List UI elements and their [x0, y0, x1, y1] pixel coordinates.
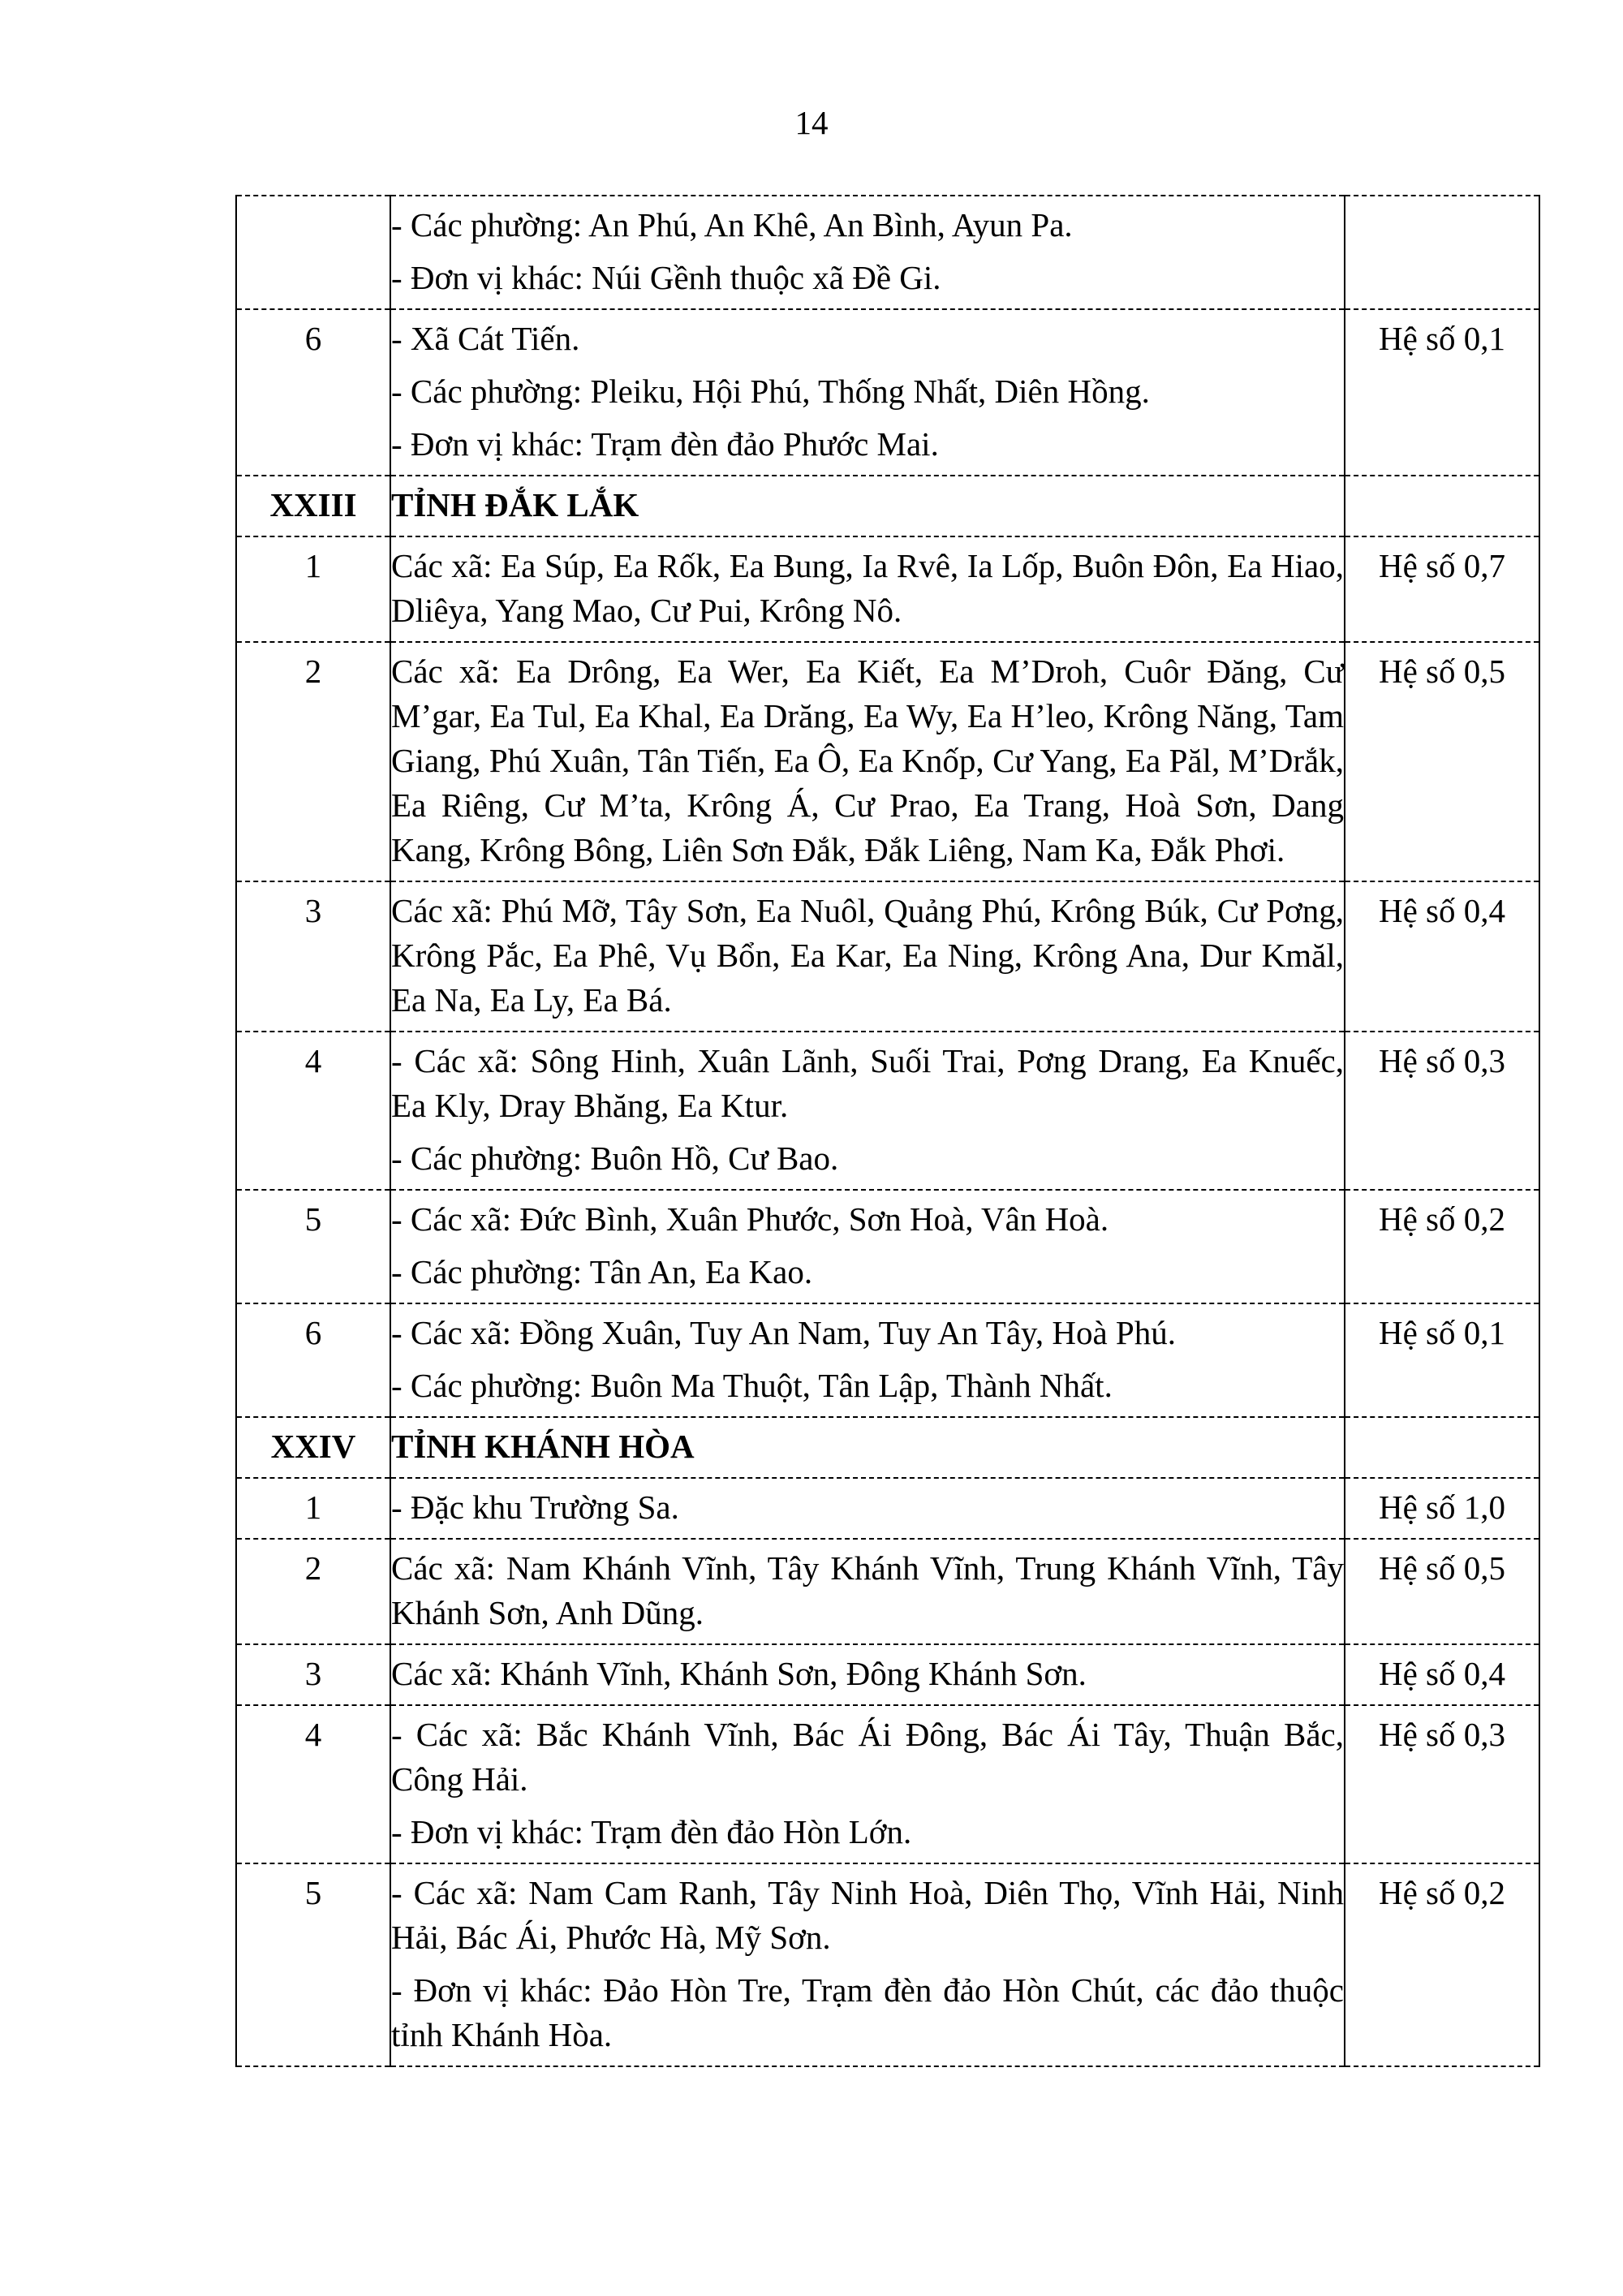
unit-list-cell — [390, 1190, 1345, 1303]
coefficient-cell: Hệ số 0,5 — [1345, 642, 1539, 881]
unit-list-line: Các xã: Phú Mỡ, Tây Sơn, Ea Nuôl, Quảng Phú, Krông Búk, Cư Pơng, Krông Pắc, Ea Phê, Vụ Bổn, Ea Kar, Ea Ning, Krông Ana, Dur Kmăl, Ea Na, Ea Ly, Ea Bá. — [391, 892, 1344, 1019]
table-row — [236, 1863, 1539, 2066]
coefficient-cell: Hệ số 0,7 — [1345, 536, 1539, 642]
unit-list-cell — [390, 642, 1345, 881]
row-number-cell: XXIII — [236, 476, 390, 536]
row-number-cell: 6 — [236, 309, 390, 476]
row-number-cell: 4 — [236, 1705, 390, 1863]
table-row — [236, 881, 1539, 1032]
row-number-cell: 2 — [236, 1539, 390, 1644]
coefficient-cell: Hệ số 0,3 — [1345, 1032, 1539, 1190]
coefficient-cell: Hệ số 0,5 — [1345, 1539, 1539, 1644]
unit-list-cell — [390, 1303, 1345, 1417]
row-number-cell: 6 — [236, 1303, 390, 1417]
unit-list-line: - Đơn vị khác: Núi Gềnh thuộc xã Đề Gi. — [391, 259, 941, 296]
unit-list-line: - Các xã: Sông Hinh, Xuân Lãnh, Suối Trai, Pơng Drang, Ea Knuếc, Ea Kly, Dray Bhăng, Ea Ktur. — [391, 1042, 1344, 1124]
section-row — [236, 476, 1539, 536]
unit-list-cell — [390, 1863, 1345, 2066]
table-row — [236, 309, 1539, 476]
unit-list-line: - Các xã: Đồng Xuân, Tuy An Nam, Tuy An Tây, Hoà Phú. — [391, 1314, 1176, 1351]
coefficient-cell: Hệ số 0,2 — [1345, 1863, 1539, 2066]
unit-list-line: Các xã: Khánh Vĩnh, Khánh Sơn, Đông Khánh Sơn. — [391, 1655, 1087, 1692]
province-title-cell: TỈNH ĐẮK LẮK — [390, 476, 1345, 536]
unit-list-line: - Đặc khu Trường Sa. — [391, 1488, 679, 1526]
unit-list-line: - Các xã: Bắc Khánh Vĩnh, Bác Ái Đông, Bác Ái Tây, Thuận Bắc, Công Hải. — [391, 1716, 1344, 1798]
coefficient-cell: Hệ số 0,4 — [1345, 881, 1539, 1032]
table-row — [236, 1705, 1539, 1863]
province-title-cell: TỈNH KHÁNH HÒA — [390, 1417, 1345, 1478]
unit-list-cell — [390, 1705, 1345, 1863]
unit-list-line: - Đơn vị khác: Đảo Hòn Tre, Trạm đèn đảo Hòn Chút, các đảo thuộc tỉnh Khánh Hòa. — [391, 1971, 1344, 2053]
table-row — [236, 1539, 1539, 1644]
unit-list-cell — [390, 196, 1345, 309]
coefficient-cell: Hệ số 0,3 — [1345, 1705, 1539, 1863]
table-row — [236, 536, 1539, 642]
unit-list-cell — [390, 1032, 1345, 1190]
row-number-cell: 5 — [236, 1190, 390, 1303]
coefficient-cell — [1345, 476, 1539, 536]
table-row — [236, 1190, 1539, 1303]
coefficient-table — [235, 195, 1540, 2067]
row-number-cell: XXIV — [236, 1417, 390, 1478]
unit-list-line: Các xã: Ea Súp, Ea Rốk, Ea Bung, Ia Rvê, Ia Lốp, Buôn Đôn, Ea Hiao, Dliêya, Yang Mao, Cư Pui, Krông Nô. — [391, 547, 1344, 629]
table-row — [236, 642, 1539, 881]
unit-list-line: - Các xã: Đức Bình, Xuân Phước, Sơn Hoà, Vân Hoà. — [391, 1200, 1109, 1238]
table-row — [236, 1032, 1539, 1190]
page-number: 14 — [794, 104, 829, 141]
coefficient-cell: Hệ số 0,1 — [1345, 309, 1539, 476]
coefficient-cell: Hệ số 0,4 — [1345, 1644, 1539, 1705]
unit-list-line: - Các phường: Buôn Hồ, Cư Bao. — [391, 1139, 839, 1177]
coefficient-cell: Hệ số 0,2 — [1345, 1190, 1539, 1303]
unit-list-cell — [390, 1539, 1345, 1644]
unit-list-line: - Các phường: Tân An, Ea Kao. — [391, 1253, 813, 1290]
coefficient-cell: Hệ số 0,1 — [1345, 1303, 1539, 1417]
coefficient-cell: Hệ số 1,0 — [1345, 1478, 1539, 1539]
row-number-cell: 3 — [236, 1644, 390, 1705]
unit-list-line: Các xã: Ea Drông, Ea Wer, Ea Kiết, Ea M’Droh, Cuôr Đăng, Cư M’gar, Ea Tul, Ea Khal, Ea Drăng, Ea Wy, Ea H’leo, Krông Năng, Tam Giang, Phú Xuân, Tân Tiến, Ea Ô, Ea Knốp, Cư Yang, Ea Păl, M’Drắk, Ea Riêng, Cư M’ta, Krông Á, Cư Prao, Ea Trang, Hoà Sơn, Dang Kang, Krông Bông, Liên Sơn Đắk, Đắk Liêng, Nam Ka, Đắk Phơi. — [391, 653, 1344, 868]
coefficient-cell — [1345, 1417, 1539, 1478]
row-number-cell: 4 — [236, 1032, 390, 1190]
table-row — [236, 1644, 1539, 1705]
unit-list-cell — [390, 536, 1345, 642]
row-number-cell: 2 — [236, 642, 390, 881]
unit-list-cell — [390, 309, 1345, 476]
unit-list-line: - Đơn vị khác: Trạm đèn đảo Phước Mai. — [391, 425, 939, 463]
unit-list-line: - Xã Cát Tiến. — [391, 320, 580, 357]
unit-list-line: Các xã: Nam Khánh Vĩnh, Tây Khánh Vĩnh, Trung Khánh Vĩnh, Tây Khánh Sơn, Anh Dũng. — [391, 1549, 1344, 1631]
unit-list-line: - Các phường: Pleiku, Hội Phú, Thống Nhất, Diên Hồng. — [391, 373, 1150, 410]
unit-list-line: - Đơn vị khác: Trạm đèn đảo Hòn Lớn. — [391, 1813, 912, 1850]
unit-list-line: - Các xã: Nam Cam Ranh, Tây Ninh Hoà, Diên Thọ, Vĩnh Hải, Ninh Hải, Bác Ái, Phước Hà, Mỹ Sơn. — [391, 1874, 1344, 1956]
table-row — [236, 1303, 1539, 1417]
table-row — [236, 1478, 1539, 1539]
row-number-cell: 1 — [236, 1478, 390, 1539]
unit-list-cell — [390, 1644, 1345, 1705]
unit-list-line: - Các phường: Buôn Ma Thuột, Tân Lập, Thành Nhất. — [391, 1367, 1113, 1404]
table-row — [236, 196, 1539, 309]
row-number-cell: 3 — [236, 881, 390, 1032]
table-body — [236, 196, 1539, 2066]
row-number-cell — [236, 196, 390, 309]
unit-list-line: - Các phường: An Phú, An Khê, An Bình, Ayun Pa. — [391, 206, 1073, 243]
coefficient-cell — [1345, 196, 1539, 309]
unit-list-cell — [390, 1478, 1345, 1539]
row-number-cell: 5 — [236, 1863, 390, 2066]
row-number-cell: 1 — [236, 536, 390, 642]
section-row — [236, 1417, 1539, 1478]
unit-list-cell — [390, 881, 1345, 1032]
